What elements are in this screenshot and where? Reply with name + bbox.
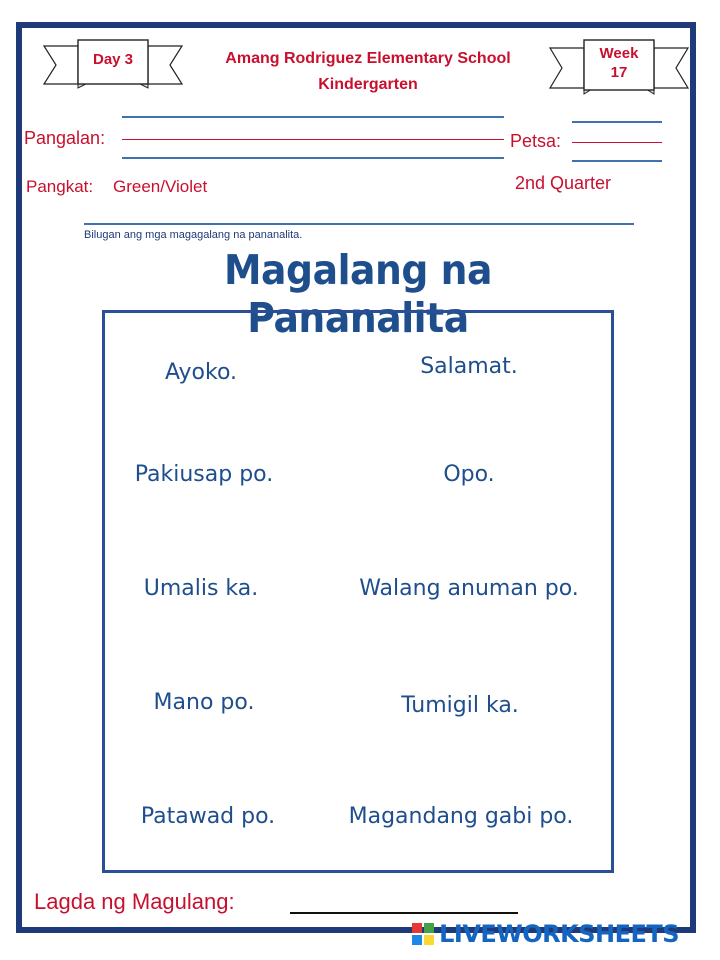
phrase-option[interactable]: Walang anuman po. [359, 576, 579, 601]
phrase-option[interactable]: Magandang gabi po. [348, 804, 574, 829]
day-label: Day 3 [92, 51, 134, 68]
name-bottom-rule [122, 157, 504, 159]
phrase-option[interactable]: Patawad po. [140, 804, 276, 829]
liveworksheets-logo [412, 920, 679, 952]
week-label [584, 44, 654, 82]
date-label: Petsa: [510, 131, 562, 151]
instruction-text: Bilugan ang mga magagalang na pananalita. [84, 229, 303, 241]
grade-label: Kindergarten [318, 76, 418, 93]
logo-squares-icon [412, 923, 434, 945]
school-name: Amang Rodriguez Elementary School [225, 50, 511, 67]
phrase-option[interactable]: Salamat. [420, 354, 518, 379]
section-label: Pangkat: [26, 177, 94, 196]
name-field[interactable] [122, 139, 504, 140]
worksheet-title: Magalang na Pananalita [223, 246, 493, 342]
date-field[interactable] [572, 142, 662, 143]
logo-text: LIVEWORKSHEETS [439, 920, 680, 948]
date-bottom-rule [572, 160, 662, 162]
quarter-label: 2nd Quarter [515, 173, 612, 193]
phrase-option[interactable]: Ayoko. [164, 360, 238, 385]
week-banner [548, 38, 690, 98]
phrase-option[interactable]: Tumigil ka. [401, 693, 519, 718]
section-value: Green/Violet [113, 177, 208, 196]
name-label: Pangalan: [24, 128, 106, 148]
phrase-option[interactable]: Umalis ka. [143, 576, 259, 601]
school-header [196, 46, 540, 98]
phrase-option[interactable]: Pakiusap po. [134, 462, 274, 487]
phrase-option[interactable]: Mano po. [153, 690, 255, 715]
phrase-option[interactable]: Opo. [443, 462, 495, 487]
name-top-rule [122, 116, 504, 118]
instruction-rule [84, 223, 634, 225]
date-top-rule [572, 121, 662, 123]
day-banner [42, 38, 184, 92]
signature-label: Lagda ng Magulang: [34, 889, 235, 914]
week-number: 17 [610, 64, 628, 81]
signature-field[interactable] [290, 912, 518, 914]
week-word: Week [599, 45, 639, 62]
